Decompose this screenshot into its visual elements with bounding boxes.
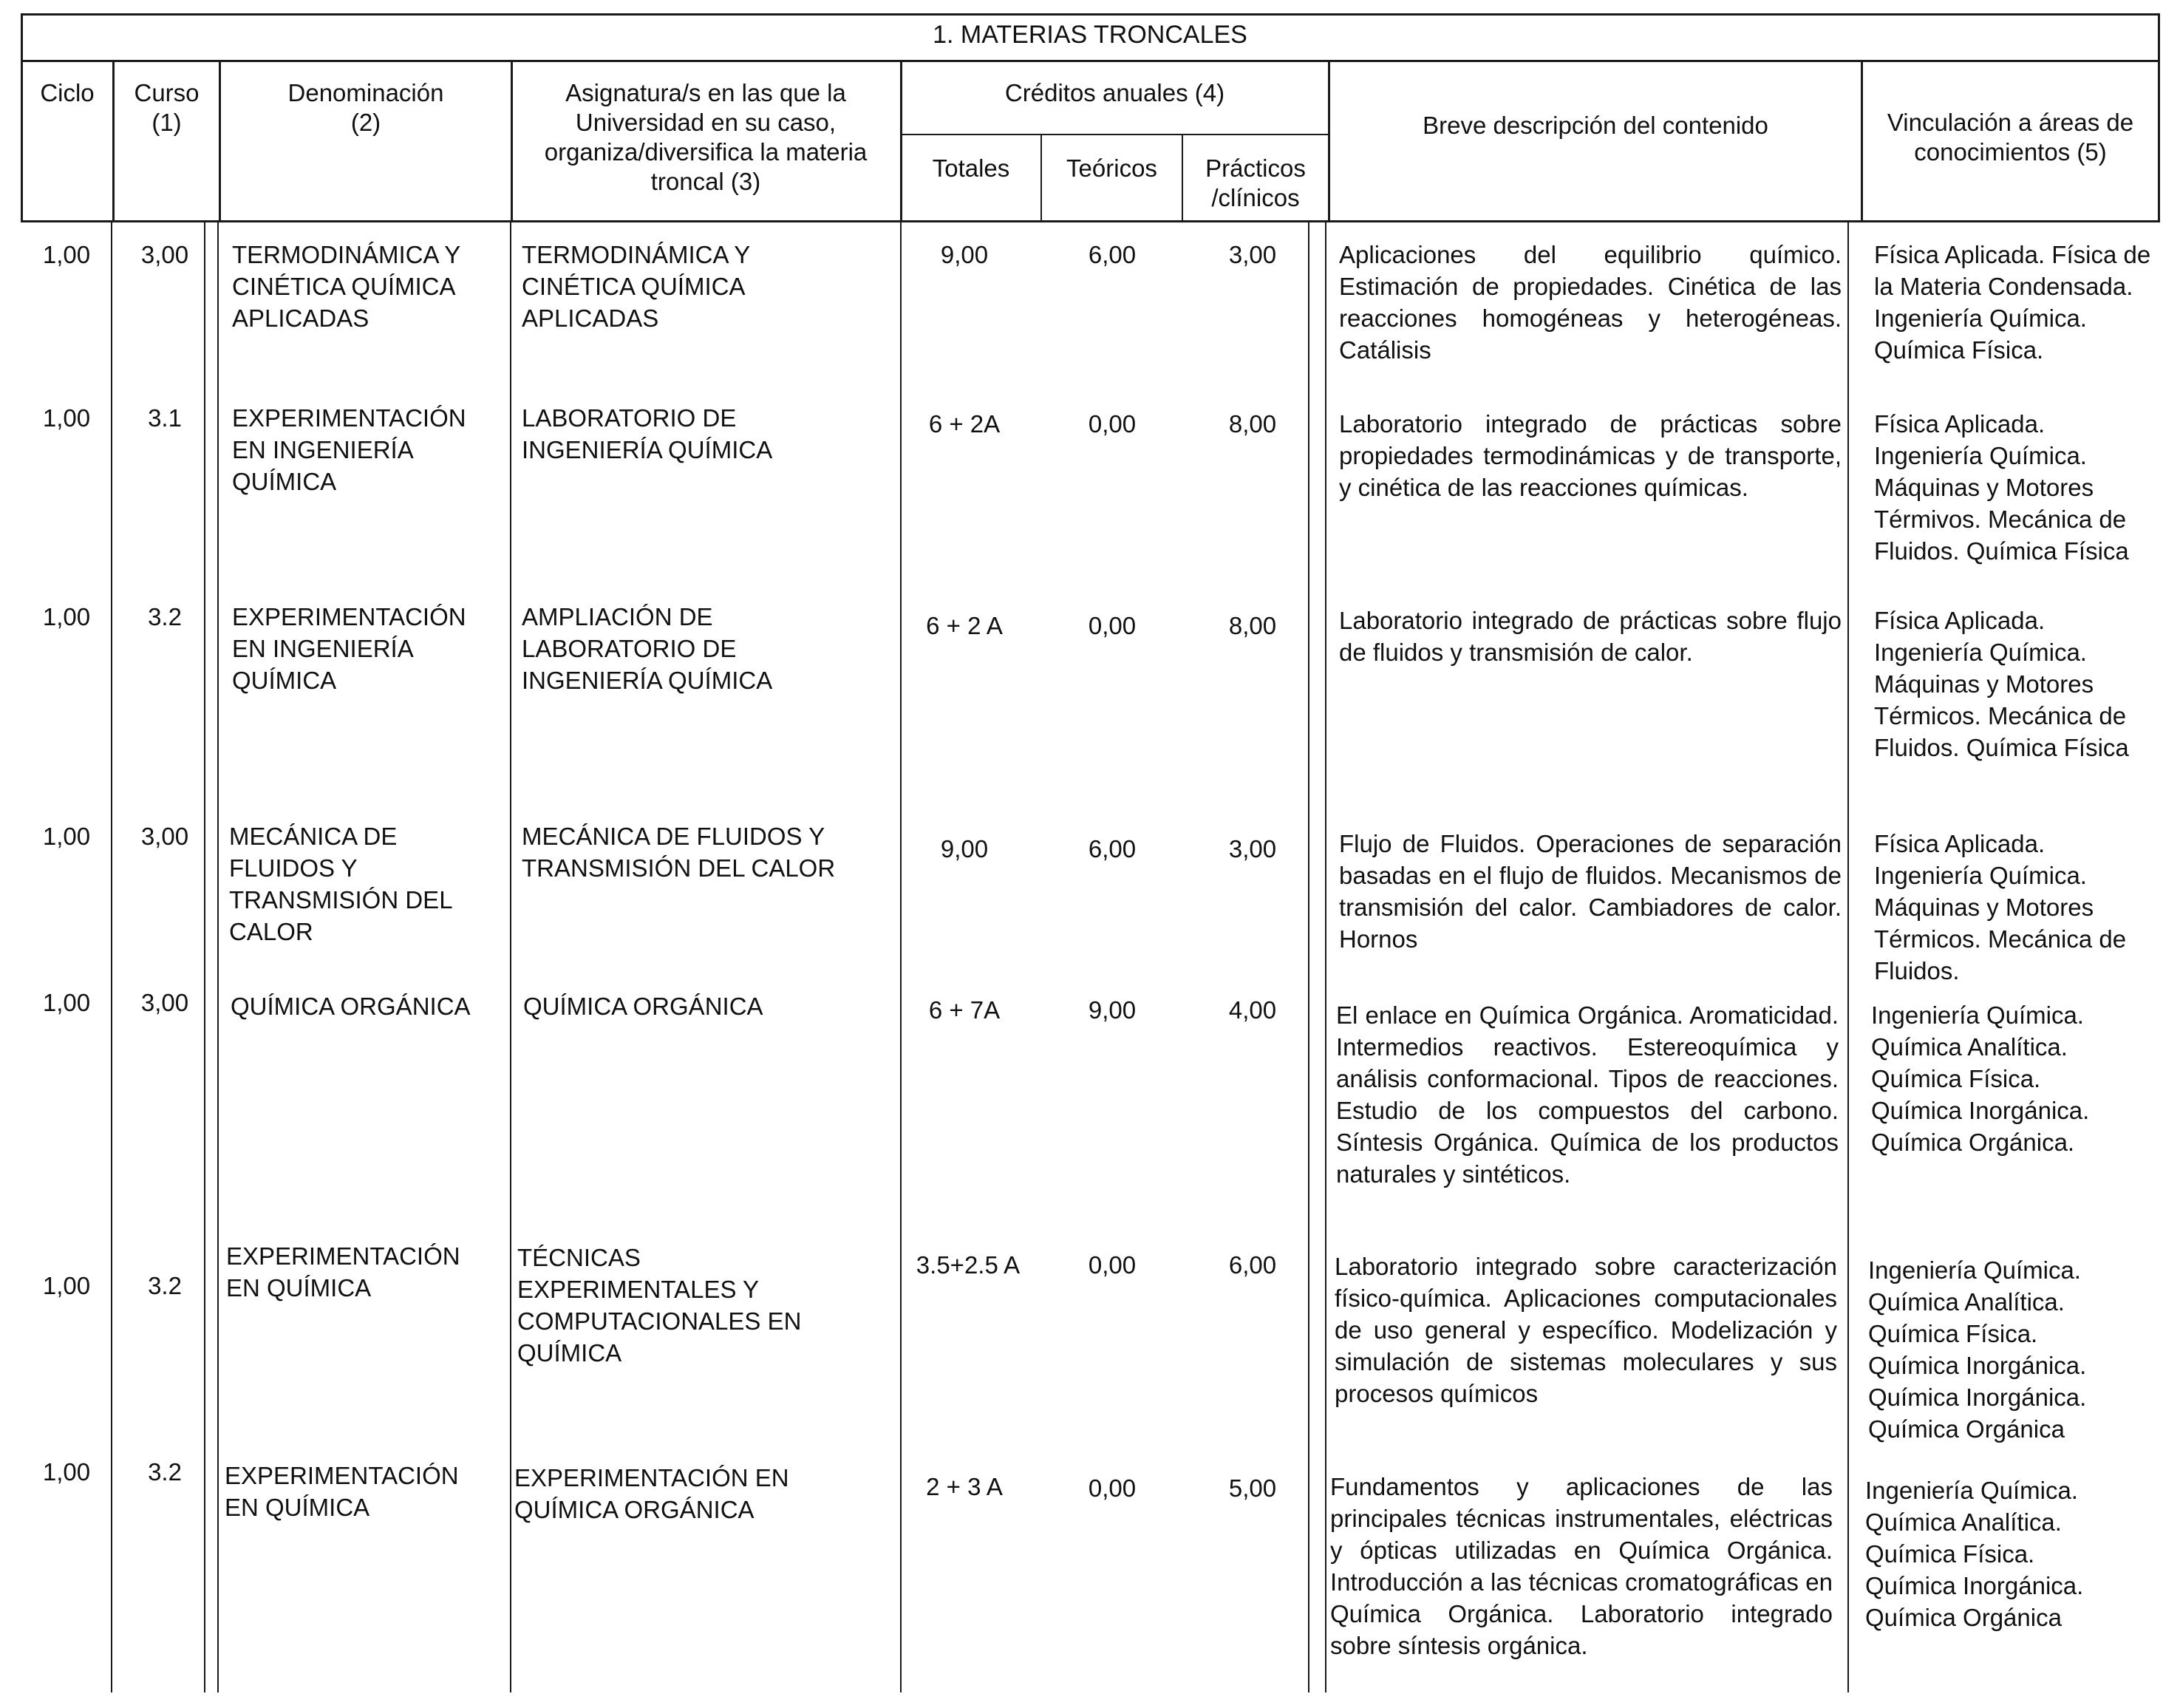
body-divider-8 bbox=[1847, 222, 1849, 1692]
header-divider-3 bbox=[511, 61, 513, 222]
cell-descripcion: Flujo de Fluidos. Operaciones de separación basadas en el flujo de fluidos. Mecanismos de transmisión del calor. Cambiadores de calor. Hornos bbox=[1339, 830, 1842, 953]
header-bottom-border bbox=[21, 220, 2159, 222]
cell-denominacion: MECÁNICA DE FLUIDOS Y TRANSMISIÓN DEL CALOR bbox=[229, 823, 452, 945]
cell-curso: 3.1 bbox=[148, 404, 182, 432]
header-totales: Totales bbox=[932, 154, 1010, 182]
cell-teoricos: 6,00 bbox=[1088, 241, 1137, 268]
cell-totales: 3.5+2.5 A bbox=[916, 1251, 1021, 1279]
cell-ciclo: 1,00 bbox=[42, 241, 91, 268]
cell-curso: 3.2 bbox=[148, 1458, 182, 1486]
cell-practicos: 3,00 bbox=[1228, 241, 1277, 268]
cell-asignatura: AMPLIACIÓN DE LABORATORIO DE INGENIERÍA QUÍMICA bbox=[522, 603, 773, 694]
cell-practicos: 5,00 bbox=[1228, 1474, 1277, 1502]
header-divider-2 bbox=[219, 61, 221, 222]
cell-asignatura: MECÁNICA DE FLUIDOS Y TRANSMISIÓN DEL CALOR bbox=[522, 823, 836, 882]
cell-curso: 3,00 bbox=[140, 823, 189, 850]
cell-teoricos: 0,00 bbox=[1088, 1251, 1137, 1279]
cell-ciclo: 1,00 bbox=[42, 404, 91, 432]
cell-asignatura: EXPERIMENTACIÓN EN QUÍMICA ORGÁNICA bbox=[514, 1464, 789, 1523]
header-descripcion: Breve descripción del contenido bbox=[1423, 112, 1768, 139]
cell-curso: 3,00 bbox=[140, 989, 189, 1016]
header-curso: Curso (1) bbox=[134, 79, 200, 136]
cell-vinculacion: Física Aplicada. Ingeniería Química. Máquinas y Motores Térmicos. Mecánica de Fluidos. Química Física bbox=[1874, 607, 2129, 761]
cell-practicos: 8,00 bbox=[1228, 612, 1277, 639]
header-asignatura: Asignatura/s en las que la Universidad en su caso, organiza/diversifica la materia troncal (3) bbox=[544, 79, 868, 195]
cell-vinculacion: Física Aplicada. Ingeniería Química. Máquinas y Motores Térmivos. Mecánica de Fluidos. Química Física bbox=[1874, 410, 2129, 565]
cell-denominacion: EXPERIMENTACIÓN EN INGENIERÍA QUÍMICA bbox=[232, 404, 466, 495]
cell-teoricos: 6,00 bbox=[1088, 835, 1137, 862]
cell-asignatura: LABORATORIO DE INGENIERÍA QUÍMICA bbox=[522, 404, 773, 463]
cell-descripcion: Laboratorio integrado sobre caracterización físico-química. Aplicaciones computacionales de uso general y específico. Modelización y simulación de sistemas moleculares y sus procesos químicos bbox=[1335, 1253, 1837, 1407]
cell-ciclo: 1,00 bbox=[42, 1272, 91, 1299]
cell-vinculacion: Ingeniería Química. Química Analítica. Química Física. Química Inorgánica. Química Orgánica bbox=[1865, 1477, 2084, 1631]
cell-vinculacion: Física Aplicada. Ingeniería Química. Máquinas y Motores Térmicos. Mecánica de Fluidos. bbox=[1874, 830, 2127, 984]
cell-practicos: 6,00 bbox=[1228, 1251, 1277, 1279]
cell-totales: 9,00 bbox=[940, 241, 989, 268]
cell-totales: 6 + 7A bbox=[928, 996, 1001, 1024]
header-creditos: Créditos anuales (4) bbox=[1004, 79, 1225, 106]
cell-ciclo: 1,00 bbox=[42, 823, 91, 850]
cell-vinculacion: Ingeniería Química. Química Analítica. Química Física. Química Inorgánica. Química Inorgánica. Química Orgánica bbox=[1868, 1256, 2087, 1443]
header-denominacion: Denominación (2) bbox=[287, 79, 444, 136]
header-divider-7 bbox=[1328, 61, 1330, 222]
cell-denominacion: EXPERIMENTACIÓN EN INGENIERÍA QUÍMICA bbox=[232, 603, 466, 694]
cell-denominacion: QUÍMICA ORGÁNICA bbox=[231, 993, 471, 1020]
cell-ciclo: 1,00 bbox=[42, 1458, 91, 1486]
cell-descripcion: El enlace en Química Orgánica. Aromaticidad. Intermedios reactivos. Estereoquímica y análisis conformacional. Tipos de reacciones. Estudio de los compuestos del carbono. Síntesis Orgánica. Química de los productos naturales y sintéticos. bbox=[1336, 1001, 1839, 1188]
header-ciclo: Ciclo bbox=[40, 79, 95, 106]
cell-asignatura: TERMODINÁMICA Y CINÉTICA QUÍMICA APLICADAS bbox=[522, 241, 750, 332]
cell-totales: 6 + 2A bbox=[928, 410, 1001, 438]
body-divider-7 bbox=[1325, 222, 1326, 1692]
cell-practicos: 8,00 bbox=[1228, 410, 1277, 438]
cell-descripcion: Laboratorio integrado de prácticas sobre propiedades termodinámicas y de transporte, y cinética de las reacciones químicas. bbox=[1339, 410, 1842, 501]
table-title: 1. MATERIAS TRONCALES bbox=[933, 21, 1247, 49]
credits-subheader-border bbox=[900, 134, 1329, 135]
cell-totales: 6 + 2 A bbox=[926, 612, 1003, 639]
cell-descripcion: Fundamentos y aplicaciones de las principales técnicas instrumentales, eléctricas y ópticas utilizadas en Química Orgánica. Introducción a las técnicas cromatográficas en Química Orgánica. Laboratorio integrado sobre síntesis orgánica. bbox=[1330, 1473, 1833, 1659]
cell-ciclo: 1,00 bbox=[42, 989, 91, 1016]
cell-curso: 3.2 bbox=[148, 1272, 182, 1299]
cell-asignatura: TÉCNICAS EXPERIMENTALES Y COMPUTACIONALES EN QUÍMICA bbox=[517, 1244, 802, 1367]
title-bottom-border bbox=[21, 60, 2159, 62]
cell-ciclo: 1,00 bbox=[42, 603, 91, 630]
header-teoricos: Teóricos bbox=[1066, 154, 1157, 182]
cell-denominacion: TERMODINÁMICA Y CINÉTICA QUÍMICA APLICADAS bbox=[232, 241, 460, 332]
cell-vinculacion: Física Aplicada. Física de la Materia Condensada. Ingeniería Química. Química Física. bbox=[1874, 241, 2151, 364]
cell-denominacion: EXPERIMENTACIÓN EN QUÍMICA bbox=[225, 1462, 459, 1521]
header-vinculacion: Vinculación a áreas de conocimientos (5) bbox=[1887, 109, 2134, 166]
cell-teoricos: 0,00 bbox=[1088, 1474, 1137, 1502]
cell-teoricos: 0,00 bbox=[1088, 612, 1137, 639]
cell-asignatura: QUÍMICA ORGÁNICA bbox=[523, 993, 763, 1020]
cell-curso: 3.2 bbox=[148, 603, 182, 630]
cell-teoricos: 0,00 bbox=[1088, 410, 1137, 438]
table-top-border bbox=[21, 13, 2159, 16]
cell-totales: 9,00 bbox=[940, 835, 989, 862]
cell-totales: 2 + 3 A bbox=[926, 1473, 1003, 1500]
cell-teoricos: 9,00 bbox=[1088, 996, 1137, 1024]
cell-vinculacion: Ingeniería Química. Química Analítica. Química Física. Química Inorgánica. Química Orgánica. bbox=[1871, 1001, 2090, 1156]
header-practicos: Prácticos /clínicos bbox=[1205, 154, 1306, 211]
cell-denominacion: EXPERIMENTACIÓN EN QUÍMICA bbox=[226, 1242, 460, 1302]
cell-practicos: 3,00 bbox=[1228, 835, 1277, 862]
cell-descripcion: Aplicaciones del equilibrio químico. Estimación de propiedades. Cinética de las reacciones homogéneas y heterogéneas. Catálisis bbox=[1339, 241, 1842, 364]
cell-practicos: 4,00 bbox=[1228, 996, 1277, 1024]
cell-descripcion: Laboratorio integrado de prácticas sobre flujo de fluidos y transmisión de calor. bbox=[1339, 607, 1842, 666]
cell-curso: 3,00 bbox=[140, 241, 189, 268]
body-divider-4 bbox=[510, 222, 511, 1692]
body-divider-3 bbox=[217, 222, 219, 1692]
